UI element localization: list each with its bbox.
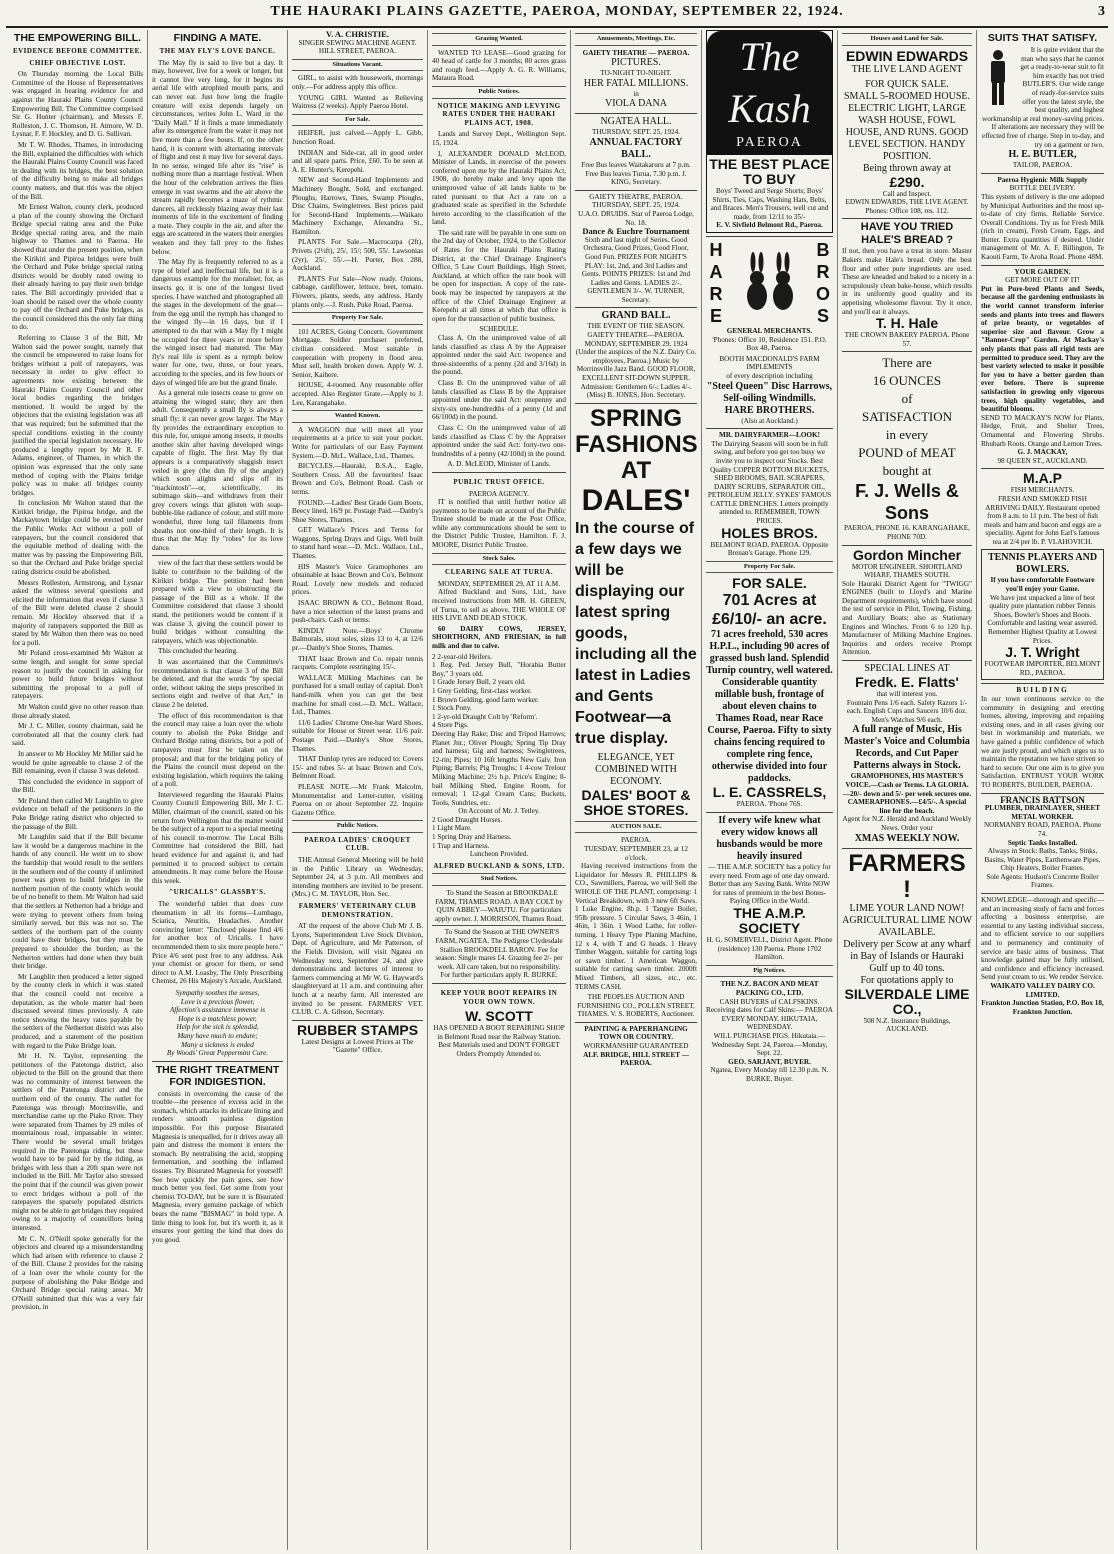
column-7: [838, 30, 977, 1550]
tennis-title: TENNIS PLAYERS AND BOWLERS.: [987, 552, 1098, 576]
gaiety-ad: [575, 49, 697, 111]
classified: NEW and Second-Hand Implements and Machinery Bought, Sold, and exchanged. Ploughs, Harrows, Tines, Swamp Ploughs, Disc Chains, Swingletrees. Best prices paid for Second-Hand Implements.—Waikato Machinery Exchange, Alexandra St., Hamilton.: [292, 176, 423, 236]
paragraph: In conclusion Mr Walton stated that the Kirikiri bridge, the Pipiroa bridge, and the Mackaytown bridge could be erected under the Public Works Act without a poll of ratepayers, but the council considered that the equitable method of dealing with the matter was by passing the Empowering Bill, so that the Orchard and Puke bridge special rating districts could be abolished.: [12, 499, 143, 577]
ad-title: PAINTING & PAPERHANGING TOWN OR COUNTRY.: [584, 1024, 688, 1042]
hare-letters: H A R E: [709, 239, 723, 326]
boot-heading: KEEP YOUR BOOT REPAIRS IN YOUR OWN TOWN.: [440, 988, 558, 1006]
ad-line: PLUMBER, DRAINLAYER, SHEET METAL WORKER.: [984, 804, 1101, 821]
at-label: AT: [620, 456, 652, 484]
ad-line: Put in Pure-bred Plants and Seeds, because all the gardening enthusiasts in the world cannot transform inferior seeds and plants into trees and flowers of prize beauty, or vegetables of superior size and flavour. Grow a "Banner-Crop" Garden. At Mackay's only plants that pass all rigid tests are permitted to produce seed. They are the best variety selected to make it possible for you to have a better garden than ever before. There is supreme satisfaction in growing only vigorous trees, high quality vegetables, and beautiful blooms.: [981, 284, 1104, 414]
ad-title: GAIETY THEATRE — PAEROA.: [582, 48, 690, 57]
wells-ad: [842, 351, 972, 541]
paragraph: Mr Poland then called Mr Laughlin to give evidence on behalf of the petitioners in the Puke Bridge rating district who objected to the passage of the Bill.: [12, 796, 143, 831]
section-label: Stock Sales.: [432, 553, 566, 566]
ad-heading: "URICALLS" GLASSBY'S.: [169, 888, 266, 897]
ad-line: Call and Inspect.: [882, 189, 932, 198]
ad-line: in every: [885, 427, 929, 443]
classified: HEIFER, just calved.—Apply L. Gibb, Junction Road.: [292, 129, 423, 146]
classified: WANTED TO LEASE—Good grazing for 40 head of cattle for 3 months; 80 acres grass and rough feed.—Apply A. G. R. Williams, Mataura Road.: [432, 48, 566, 83]
ad-line: ALF. BRIDGE, HILL STREET — PAEROA.: [583, 1050, 689, 1068]
ad-line: Latest Designs at Lowest Prices at The "Gazette" Office.: [301, 1037, 414, 1055]
battson-title: FRANCIS BATTSON: [1000, 794, 1085, 805]
classified: HOUSE, 4-roomed. Any reasonable offer accepted. Also Register Grate.—Apply to J. Lee, Karangahake.: [292, 381, 423, 407]
paragraph: The May fly is frequently referred to as a type of brief and ineffectual life, but it is a dangerous example for the moraliser, for, as insects go, it is one of the longest lived species. I have watched and photographed all the stages in the development of the gnat—from the egg until the nymph has changed to the winged fly—in 16 days, but if I attempted to do that with a May fly I might be occupied for three years or more before the winged insect had matured. The May fly's real life is spent as a nymph below water for one, two, three, or four years, according to the species, and its few hours or days of winged life are but the grand finale.: [152, 258, 283, 387]
ad-line: Delivery per Scow at any wharf in Bay of Islands or Hauraki Gulf up to 40 tons.: [843, 938, 971, 974]
verse: [152, 989, 283, 1058]
classified: A WAGGON that will meet all your requirements at a price to suit your pocket. Write for particulars of our Easy Payment System.—D. McL. Wallace, Ltd., Thames.: [292, 425, 423, 460]
classified: THAT Isaac Brown and Co. repair tennis racquets. Complete restringing 15/-.: [292, 654, 423, 672]
hare-bros-logo: [706, 236, 833, 327]
stock-item: 1 Trap and Harness.: [432, 841, 490, 850]
bros-letters: B R O S: [815, 239, 830, 326]
scott-name: W. SCOTT: [465, 1008, 533, 1025]
ad-title: THE N.Z. BACON AND MEAT PACKING CO., LTD.: [720, 980, 819, 997]
ad-line: ELEGANCE, YET COMBINED WITH ECONOMY.: [595, 751, 677, 787]
notice: AT the request of the above Club Mr J. B. Lyons, Superintendent Live Stock Division, Dept. of Agriculture, and Mr Patterson, of the Fields Division, will visit Ngatea on Wednesday next, September 24, and give demonstrations and lectures of interest to farmers commencing at Mr W. G. Hayward's slaughteryard at 11 a.m. and continuing after lunch at a nearby farm. All interested are invited to be present. FARMERS' VET. CLUB. C. A. Gibson, Secretary.: [292, 922, 423, 1017]
verse-line: Help for the sick is splendid,: [176, 1023, 259, 1032]
ad-line: HER FATAL MILLIONS.: [583, 77, 689, 89]
ad-line: of: [901, 391, 913, 407]
stock-item: 1 Stock Pony.: [432, 704, 472, 713]
notice-heading: PUBLIC TRUST OFFICE.: [453, 477, 545, 486]
section-label: Property For Sale.: [292, 312, 423, 325]
verse-line: Affection's assistance immense is: [169, 1006, 266, 1015]
notice: Class B. On the unimproved value of all lands classified as Class B by the Appraiser appointed under the said Act: onepenny and sixty-six one-hundredths of a penny (1d and 66/100d) in the pound.: [432, 378, 566, 422]
section-label: Grazing Wanted.: [432, 33, 566, 46]
ad-title: WAIKATO VALLEY DAIRY CO. LIMITED.: [990, 982, 1095, 999]
divider: [152, 555, 283, 556]
ad-line: Sole Hauraki District Agent for "TWIGG" ENGINES (built to Lloyd's and Marine Department requirements), which have stood the test of service in Pilot, Towing, Fishing, and Auxiliary Boats; also as Stationary Engines and Winches. From 6 to 120 h.p. Manufacturer of Milking Machine Engines. Inquiries and orders receive Prompt Attention.: [842, 579, 972, 657]
hale-title: T. H. Hale: [875, 315, 939, 332]
stock-item: Luncheon Provided.: [469, 850, 529, 859]
auctioneer: ALFRED BUCKLAND & SONS, LTD.: [433, 861, 565, 870]
auction-text: Having received instructions from the Liquidator for Messrs R. PHILLIPS & CO., Sawmillers, Paeroa, we will Sell the WHOLE OF THE PLANT, comprising: 1 Vertical Breakdown, with 3 new 6ft Saws. 1 Luke Engine, 8h.p. 1 Tangye Boiler, 95lb pressure. 5 Circular Saws, 3 46in, 1 46in, 1 36in. 1 Wood Lathe, for roller-turning. 1 Heavy Type Planing Machine, 12 x 4, with T and G heads. 1 Heavy Timber Waggon, suitable for carting logs or sawn timber. 1 American Waggon, suitable for carting sawn timber. 2000ft Mixed Timbers, all sizes, etc., etc. TERMS CASH.: [575, 862, 697, 991]
ad-line: KNOWLEDGE—thorough and specific—and an increasing study of facts and forces affecting a business enterprise, are essential to any lasting individual success, and to efficient service to our suppliers and to permanency and continuity of service are basic aims of business. That knowledge gained may be fully utilised, and confidence and efficiency increased. Send your cream to us. We render Service.: [981, 896, 1104, 982]
ad-line: THURSDAY, SEPT. 25, 1924.: [592, 128, 680, 137]
ad-line: Always in Stock: Baths, Tanks, Sinks, Basins, Water Pipes, Earthenware Pipes, Chip Heaters, Boiler Frames.: [984, 847, 1101, 873]
column-4: [428, 30, 571, 1550]
christie-ad: [292, 30, 423, 56]
paragraph: consists in overcoming the cause of the trouble—the presence of excess acid in the stomach, which attacks its delicate lining and renders smooth painless digestion impossible. For this purpose Bisurated Magnesia is unequalled, for it drives away all pain and distress the moment it enters the stomach. By neutralising the acid, stopping fermentation, and soothing the inflamed tissues. Try Bisurated Magnesia for yourself! See how quickly the pain goes, see how much better you feel. Get some from your chemist TO-DAY, but be sure it is Bisurated Magnesia, every genuine package of which bears the name "BISMAG" in bold type. A little thing to look for, but it's worth it, as it ensures your getting the kind that does do you good.: [152, 1089, 283, 1244]
ad-line: Fountain Pens 1/6 each. Safety Razors 1/- each. English Cups and Saucers 10/6 doz. Men's Watches 9/6 each.: [846, 698, 968, 724]
ad-line: FISH MERCHANTS.: [1010, 486, 1075, 495]
classified: BICYCLES.—Hauraki, B.S.A., Eagle, Southern Cross. All the favourites! Isaac Brown and Co's, Belmont Road. Cash or terms.: [292, 462, 423, 496]
ad-line: Septic Tanks Installed.: [1007, 838, 1078, 847]
ad-line: GRAMOPHONES, HIS MASTER'S VOICE.—Cash or Terms. LA GLORIA.—20/- down and 5/- per week secures one. CAMERAPHONES.—£4/5/-. A special line for the beach.: [842, 772, 972, 815]
page-number: 3: [1098, 4, 1106, 19]
ad-title: Dance & Euchre Tournament: [582, 226, 690, 237]
flatts-title: Fredk. E. Flatts': [855, 674, 959, 691]
notice: Class C. On the unimproved value of all lands classified as Class C by the Appraiser appointed under the said Act: forty-two one-hundredths of a penny (42/100d) in the pound.: [432, 423, 566, 458]
dales-ad: [575, 403, 697, 818]
paragraph: Mr T. W. Rhodes, Thames, in introducing the Bill, explained the difficulties with which the Hauraki Plains County Council was faced in dealing with its bridges, the best solution of the difficulty being to make all bridges county matters, and that this was the object of the Bill.: [12, 140, 143, 201]
ad-line: Frankton Junction Station, P.O. Box 18, Frankton Junction.: [981, 999, 1104, 1016]
classified: GIRL, to assist with housework, mornings only.—For address apply this office.: [292, 74, 423, 91]
column-6: [702, 30, 838, 1550]
ad-line: XMAS WEEKLY NOW.: [854, 832, 960, 844]
stock-item: 1 Brown Gelding, good farm worker.: [432, 695, 539, 704]
wright-title: J. T. Wright: [1005, 644, 1080, 661]
paragraph: Mr Ernest Walton, county clerk, produced a plan of the county showing the Orchard Bridge special rating area and the Puke Bridge special rating area, and the main highway to Thames and to Paeroa. He showed that under the present position, when the Kirikiri and Pipiroa bridges were built the Orchard and Puke bridge special rating districts would be doubly rated owing to their already having to pay their own bridge rates. The Bill accordingly provided that a loan should be raised over the whole county to pay off the Orchard and Puke bridges, as the council considered this the only fair thing to do.: [12, 203, 143, 332]
stud-notice: To Stand the Season at BROOKDALE FARM, THAMES ROAD. A BAY COLT by QUIN ABBEY—WAIUTU. For particulars apply owner. J. MORRISON, Thames Road.: [434, 889, 564, 923]
paragraph: Mr Laughlin said that if the Bill became law it would be a dangerous machine in the hands of any council. He went on to show the hardship that would result to the settlers in the southern end of the county if unlimited power was given to build bridges in the northern portion of the county which would be of no benefit to them. Mr Walton had said that the settlers at Netherton had a bridge and were trying to prevent others from being similarly served, but this was not so. The settlers of the northern part of the county could have their bridges, but they must be prepared to shoulder the burden, as the Netherton settlers had done when they built their bridge.: [12, 833, 143, 971]
section-label: Public Notices.: [292, 820, 423, 833]
ad-line: WORKMANSHIP GUARANTEED: [583, 1042, 689, 1051]
ad-line: BOOTH MACDONALD'S FARM IMPLEMENTS: [719, 354, 820, 372]
ad-line: SEND TO MACKAY'S NOW for Plants, Hedge, Fruit, and Shelter Trees, Ornamental and Flowering Shrubs. Rhubarb Roots. Orange and Lemon Trees.: [981, 413, 1104, 448]
amp-headline: If every wife knew what every widow knows all husbands would be more heavily insured: [716, 815, 823, 863]
ad-title: GENERAL MERCHANTS.: [726, 326, 813, 335]
column-8: [977, 30, 1108, 1550]
ad-line: FOR QUICK SALE.: [865, 78, 949, 90]
ad-line: SMALL 5-ROOMED HOUSE. ELECTRIC LIGHT, LARGE WASH HOUSE, FOWL HOUSE, AND RUNS. GOOD LEVEL SECTION. HANDY POSITION.: [843, 90, 971, 162]
verse-line: Love is a precious flower,: [180, 997, 255, 1006]
cassrels-name: L. E. CASSRELS,: [712, 784, 827, 801]
ad-line: HILL STREET, PAEROA.: [318, 47, 397, 56]
ad-line: AGRICULTURAL LIME NOW AVAILABLE.: [842, 914, 972, 938]
ad-line: (Also at Auckland.): [741, 416, 798, 425]
ad-line: H. G. SOMERVELL, District Agent. Phone (residence) 130 Paeroa. Phone 1702 Hamilton.: [706, 936, 833, 962]
ad-line: Agent for N.Z. Herald and Auckland Weekly News. Order your: [842, 815, 972, 832]
notice-subhead: PAEROA AGENCY.: [469, 489, 529, 498]
notice: Class A. On the unimproved value of all lands classified as class A by the Appraiser appointed under the said Act: twopence and three-sixteenths of a penny (2d and 3/16d) in the pound.: [432, 334, 566, 377]
column-5: [571, 30, 702, 1550]
classified: YOUNG GIRL Wanted as Relieving Waitress (2 weeks). Apply Paeroa Hotel.: [292, 93, 423, 111]
columns: [8, 30, 1108, 1550]
ad-line: CASH BUYERS of CALFSKINS. Receiving dates for Calf Skins:— PAEROA EVERY MONDAY. HIKUTAIA, WEDNESDAY.: [706, 997, 833, 1032]
stock-item: 1 2-yr-old Draught Colt by 'Reform'.: [432, 712, 538, 721]
ad-title: YOUR GARDEN.: [1014, 267, 1071, 276]
ad-line: that will interest you.: [876, 690, 938, 699]
ad-line: POUND of MEAT: [858, 445, 956, 461]
ad-line: SPECIAL LINES AT: [864, 663, 950, 675]
butler-title: H. E. BUTLER,: [1008, 149, 1077, 161]
verse-line: Hope is a matchless power,: [178, 1014, 257, 1023]
farmers-title: FARMERS !: [848, 849, 966, 903]
paragraph: view of the fact that these settlers would be liable to contribute to the building of the Kirikiri bridge. The petition had been prepared with a view to obstructing the passage of the Bill as a whole. If the Committee considered that clause 3 should stand, the petitioners would be content if it was clause 3, giving the council power to build bridges without consulting the ratepayers, which was objectionable.: [152, 559, 283, 645]
paragraph: Mr Walton could give no other reason than those already stated.: [12, 702, 143, 720]
section-label: Stud Notices.: [432, 873, 566, 886]
map-title: M.A.P: [1023, 470, 1062, 487]
ad-line: TO-NIGHT TO-NIGHT.: [600, 69, 672, 78]
article-subheading: EVIDENCE BEFORE COMMITTEE.: [12, 47, 143, 55]
ad-line: bought at: [882, 463, 932, 479]
ad-title: NGATEA HALL.: [600, 116, 672, 128]
ad-line: The Dairying Season will soon be in full swing, and before you get too busy we invite you to inspect our Stocks. Best Quality COPPER BOTTOM BUCKETS, SHED BROOMS, BAIL SCRAPERS, DAIRY SCRUBS, SEPARATOR OIL, PETROLEUM JELLY. SYKES' FAMOUS CATTLE DRENCHES. Letters promptly attended to. REMEMBER, TOWN PRICES.: [707, 439, 832, 526]
ad-title: GRAND BALL.: [601, 310, 671, 322]
dales-title: DALES': [581, 483, 691, 517]
kash-wordmark: The Kash: [728, 34, 811, 131]
ad-line: FOOTWEAR IMPORTER, BELMONT RD., PAEROA.: [984, 660, 1101, 677]
ad-title: HARE BROTHERS.: [724, 404, 815, 416]
stock-item: 1 Reg. Ped. Jersey Bull, "Horahia Butter Boy," 3 years old.: [432, 661, 566, 678]
ad-line: It is quite evident that the man who says that he cannot get a ready-to-wear suit to fit him exactly has not tried BUTLER'S. Our wide range of ready-for-service suits offer you the latest style, the best quality, and highest workmanship at real money-saving prices. If alterations are necessary they will be effected free of charge. Step in to-day, and try on a garment or two.: [982, 46, 1104, 149]
paragraph: Referring to Clause 3 of the Bill, Mr Walton said the power sought, namely that the council be empowered to raise loans for bridges without a poll of ratepayers, was necessary in order to give effect to agreements now existing between the Hauraki Plains County Council and other local bodies regarding the bridges mentioned. It would be urged by the objectors that the existing legislation was all that was required; but he submitted that the special conditions existing in the county justified the special legislation necessary. He produced a lengthy report by Mr R. F. Adams, engineer, of Thames, in which the opinion was expressed that the only sane method of coping with the Plains bridge policy was to make all bridges county bridges.: [12, 334, 143, 497]
suits-title: SUITS THAT SATISFY.: [987, 32, 1098, 44]
holes-bros: HOLES BROS.: [721, 524, 818, 541]
ad-title: Paeroa Hygienic Milk Supply: [997, 175, 1088, 184]
verse-line: By Woods' Great Peppermint Cure.: [166, 1049, 269, 1058]
masthead-rule: [6, 26, 1108, 28]
paragraph: As a general rule insects cease to grow on attaining the winged state; they are then adult. Consequently a small fly is always a small fly; it can never grow larger. The May fly provides the extraordinary exception to this rule, for, unique among insects, it moults another skin after having developed wings capable of flight. The first May fly that appears is a comparatively sluggish insect veiled in grey (the dun fly of the angler) which soon alights and slips off its "mackintosh"—or, scientifically, its subimago skin—and withdraws from their grey covers wings that glisten with soap-bubble-like radiance of colour, and still more wonderful, three long tail filaments from sheaths not one-third of their length. It is thus that the May fly "robes" for its love dance.: [152, 389, 283, 552]
section-label: Pig Notices.: [706, 965, 833, 978]
hale-question: HAVE YOU TRIED HALE'S BREAD ?: [860, 221, 954, 247]
classified: 101 ACRES, Going Concern. Government Mortgage. Soldier purchaser preferred, civilian considered. Most suitable in cooperation with property in flood area. Must sell, health broken down. Apply W. J. Senior, Kaihere.: [292, 327, 423, 379]
stock-item: 1 Grey Gelding, first-class worker.: [432, 686, 532, 695]
ad-line: We have just unpacked a line of best quality pure plantation rubber Tennis Shoes, Bowler's Shoes and Boots. Comfortable and lasting wear assured. Remember Highest Quality at Lowest Prices.: [987, 593, 1098, 645]
auction-date: TUESDAY, SEPTEMBER 23, at 12 o'clock.: [584, 845, 688, 862]
ad-line: THE EVENT OF THE SEASON. GAIETY THEATRE—PAEROA. MONDAY, SEPTEMBER 29, 1924 (Under the auspices of the N.Z. Dairy Co. employees, Paeroa.) Music by Morrinsville Jazz Band. GOOD FLOOR, EXCELLENT SIT-DOWN SUPPER. Admission: Gentlemen 6/-; Ladies 4/-. (Miss) B. JONES, Hon. Secretary.: [575, 322, 697, 400]
ad-line: LIME YOUR LAND NOW!: [849, 902, 965, 914]
paragraph: Mr Laughlin then produced a letter signed by the county clerk in which it was stated that the council could not receive a deputation, as the whole matter had been discussed several times previously. A rate notice showing the heavy rates payable by the settlers of the Netherton district was also produced, and a statement of the position with regard to the Puke Bridge loan.: [12, 972, 143, 1050]
ad-line: G. J. MACKAY,: [1017, 448, 1068, 457]
paragraph: This concluded the hearing.: [158, 647, 238, 656]
auctioneer: THE PEOPLES AUCTION AND FURNISHING CO., POLLEN STREET, THAMES. V. S. ROBERTS, Auctioneer.: [577, 993, 695, 1019]
ad-line: BOTTLE DELIVERY.: [1009, 184, 1076, 193]
ad-line: — THE A.M.P. SOCIETY has a policy for every need. From age of one day onward. Better than any Saving Bank. Write NOW for rates of premium in the best Bonus-Paying Office in the World.: [708, 863, 831, 906]
paragraph: Mr J. C. Miller, county chairman, said he corroborated all that the county clerk had said.: [12, 722, 143, 748]
section-label: Situations Vacant.: [292, 59, 423, 72]
classified: HIS Master's Voice Gramophones are obtainable at Isaac Brown and Co's, Belmont Road. Lovely new models and reduced prices.: [292, 562, 423, 597]
classified: PLEASE NOTE.—Mr Frank Malcolm, Monumentalist and Letter-cutter, visiting Paeroa on or about September 22. Inquire Gazette Office.: [292, 782, 423, 817]
notice-subhead: SCHEDULE.: [479, 325, 519, 334]
classified: WALLACE Milking Machines can be purchased for a small outlay of capital. Don't hand-milk when you can get the best machine for small cost.—D. McL. Wallace, Ltd., Thames.: [292, 673, 423, 717]
stock-item: Deering Hay Rake; Disc and Tripod Harrows; Planet Jnr.; Oliver Plough; Spring Tip Dray and harness; Gig and harness; Swingletrees, 12-rin; Pipes; 10 16ft lengths New Galv. Iron Piping; Barrels; Pig Troughs; 1 4-cow Trelour Milking Machine; 2½ h.p. Price's Engine; 8-bail Milking Shed, Engine Room, for removal; 1 12-gal Cream Cans; Buckets, Tools, Sundries, etc.: [432, 729, 566, 807]
ad-title: DALES' BOOT & SHOE STORES.: [581, 786, 691, 818]
classified: FOUND.—Ladies' Best Grade Gum Boots, Beecy lined, 16/9 pr. Postage Paid.—Danby's Shoe Stores, Thames.: [292, 498, 423, 524]
verse-line: Sympathy soothes the senses,: [175, 988, 260, 997]
kash-town: PAEROA: [736, 135, 803, 150]
ad-line: This system of delivery is the one adopted by Municipal Authorities and the most up-to-date of city firms. Reliable Service. Overall Conditions. Try us for Fresh Milk (rich in cream), Fresh Cream, Eggs, and Butter. Extra quantities if desired. Under management of Mr. A. F. Billington, Te Kaouti Farm, Te Aroha Road. Phone 48M.: [981, 192, 1104, 262]
ad-line: SINGER SEWING MACHINE AGENT.: [298, 38, 417, 47]
ad-line: GAIETY THEATRE, PAEROA. THURSDAY, SEPT. 25, 1924.: [589, 192, 683, 210]
paragraph: Messrs Rolleston, Armstrong, and Lysnar asked the witness several questions and elicited the information that even if clause 3 of the Bill were deleted clause 2 should remain. Mr Hockley observed that if a majority of ratepayers supported the Bill as stated by Mr Walton then there was no need for a poll.: [12, 578, 143, 647]
ad-title: BUILDING: [1016, 686, 1069, 695]
ad-line: If not, then you have a treat in store. Master Bakers make Hale's bread. Only the best flour and other pure ingredients are used. These are kneaded and baked to a nicety in a scrupulously clean bake-house, which results in its uniformly good quality and its appetising wholesome flavour. Try it once, and you'll eat it always.: [842, 247, 972, 316]
section-label: Public Notices.: [432, 86, 566, 99]
stock-item: On Account of Mr. J. Tetley.: [458, 807, 540, 816]
stock-item: 1 Spring Dray and Harness.: [432, 833, 512, 842]
ad-line: There are: [882, 355, 932, 371]
classified: INDIAN and Side-car, all in good order and all spare parts. Price, £60. To be seen at A. E. Hunter's, Kerepehi.: [292, 148, 423, 174]
wells-title: F. J. Wells & Sons: [855, 481, 959, 524]
ad-line: Free Bus leaves Waitakaruru at 7 p.m. Free Bus leaves Turua, 7.30 p.m. J. KING, Secretary.: [581, 160, 691, 187]
stock-item: 2 2-year-old Heifers.: [432, 652, 492, 661]
notice-signature: A. D. McLEOD, Minister of Lands.: [447, 460, 551, 469]
article-subheading: CHIEF OBJECTIVE LOST.: [29, 58, 126, 67]
price: £290.: [889, 173, 925, 190]
ad-line: PICTURES.: [611, 57, 661, 69]
article-heading: FINDING A MATE.: [173, 32, 262, 44]
ad-line: If you have comfortable Footware you'll enjoy your Game.: [990, 576, 1095, 594]
ad-line: Sixth and last night of Series. Good Orchestra, Good Prizes, Good Floor, Good Fun. PRIZES FOR NIGHT'S PLAY: 1st, 2nd, and 3rd Ladies and Gents. POINTS PRIZES: 1st and 2nd Ladies and Gents. LADIES 2/-. GENTLEMEN 3/-. W. TURNER, Secretary.: [581, 235, 691, 304]
man-figure-icon: [981, 48, 1015, 108]
stock-item: 4 Store Pigs.: [432, 721, 469, 730]
notice: 60 DAIRY COWS, JERSEY, SHORTHORN, AND FRIESIAN, in full milk and due to calve.: [432, 624, 566, 650]
paragraph: Mr Poland cross-examined Mr Walton at some length, and sought for some special reason to justify the council in asking for power to build future bridges without submitting the proposal to a poll of ratepayers.: [12, 649, 143, 701]
dales-body: In the course of a few days we will be displaying our latest spring goods, including all the latest in Ladies and Gents Footwear—a true display.: [575, 519, 697, 747]
column-3: [288, 30, 428, 1550]
ad-line: PAEROA. 'Phone 76S.: [736, 800, 803, 809]
kash-logo: [707, 31, 832, 155]
section-label: AUCTION SALE.: [575, 821, 697, 834]
column-1: [8, 30, 148, 1550]
stock-item: 2 Good Draught Horses.: [432, 815, 503, 824]
stock-item: 1 Grade Jersey Bull, 2 years old.: [432, 678, 526, 687]
ad-title: THE BEST PLACE TO BUY: [709, 156, 830, 187]
classified: ISAAC BROWN & CO., Belmont Road, have a nice selection of the latest prams and push-chairs. Cash or terms.: [292, 599, 423, 625]
stud-notice: To Stand the Season at THE OWNER'S FARM, NGATEA. The Pedigree Clydesdale Stallion BROOKDELL BARON. Fee for season: Single mares £4. Grazing fee 2/- per week. All care taken, but no responsibility. For further particulars apply R. BURKE.: [432, 925, 566, 980]
paragraph: Mr C. N. O'Neill spoke generally for the objectors and cleared up a misunderstanding which had arisen with reference to clause 2 of the Bill. Clause 2 provides for the raising of a loan over the whole county for the purpose of abolishing the Puke Bridge and Orchard Bridge special rating areas. Mr O'Neill submitted that this was a very fair provision, in: [12, 1234, 143, 1312]
ad-line: Being thrown away at: [862, 162, 952, 174]
ad-heading: THE RIGHT TREATMENT FOR INDIGESTION.: [152, 1061, 283, 1088]
ad-line: GET MORE OUT OF IT!: [1005, 276, 1080, 285]
paragraph: Interviewed regarding the Hauraki Plains County Council Empowering Bill, Mr J. C. Miller, chairman of the council, stated on his return from Wellington that the matter would be the subject of a report to a special meeting of his council to-morrow. The Local Bills Committee had considered the Bill, had heard evidence for and against it, and had permitted it to proceed subject to certain amendments. It may come before the House this week.: [152, 790, 283, 885]
ad-line: "Steel Queen" Disc Harrows, Self-oiling Windmills.: [706, 380, 833, 404]
paragraph: In answer to Mr Hockley Mr Miller said he would be quite agreeable to clause 2 of the Bill remaining, even if clause 3 was deleted.: [12, 749, 143, 776]
classified: KINDLY Note.—Boys' Chrome Balmorals, stout soles, sizes 13 to 4, at 12/6 pr.—Danby's Shoe Stores, Thames.: [292, 626, 423, 652]
ad-line: 98 QUEEN ST., AUCKLAND.: [997, 456, 1088, 465]
stock-list: [432, 653, 566, 859]
silverdale-title: SILVERDALE LIME CO.,: [844, 985, 970, 1017]
notice: Lands and Survey Dept., Wellington Sept. 15, 1924.: [432, 130, 566, 147]
paragraph: The May fly is said to live but a day. It may, however, live for a week or longer, but it cannot live very long, for it begins its aerial life with atrophied mouth parts, and can never eat. Just how long the fragile creature will exist depends largely on circumstances, writes John L. Ward in the "Daily Mail." If it finds a mate immediately after its emergence from the water it may not live more than a few hours. If, on the other hand, it is content with alternating intervals of flight and rest it may live for several days. In no sense, winged life after its "rise" is nothing more than a marriage festival. When the hour of the celebration arrives the flies emerge in vast swarms and the air above the stream rapidly becomes a maze of rythmic dancers, all recklessly blazing away their last moments of life in the excitement of finding a mate. They couple in the air, and after the eggs are scattered in the waters their energies weaken and they fall prey to the fishes below.: [152, 58, 283, 256]
sale-heading: CLEARING SALE AT TURUA.: [445, 568, 553, 577]
section-label: Amusements, Meetings, Etc.: [575, 33, 697, 46]
ad-line: of every description including: [726, 371, 813, 380]
ad-line: U.A.O. DRUIDS. Star of Paeroa Lodge, No. 18.: [578, 209, 694, 227]
classified: PLANTS For Sale.—Macrocarpa (2ft), Privets (2½ft), 25/, 15/; 500, 55/. Lawsonias (2yr), 25/, 55/.—H. Porter, Box 288, Auckland.: [292, 238, 423, 273]
ad-line: in: [633, 89, 639, 98]
article-subheading: THE MAY FLY'S LOVE DANCE.: [159, 47, 276, 55]
mincher-title: Gordon Mincher: [852, 546, 962, 563]
notice-heading: FARMERS' VETERINARY CLUB DEMONSTRATION.: [298, 902, 417, 919]
ad-line: E. V. Sivfield Belmont Rd., Paeroa.: [716, 221, 823, 230]
ad-line: Ngatea, Every Monday till 12.30 p.m. N. BURKE, Buyer.: [710, 1066, 829, 1083]
notice: IT is notified that until further notice all payments to be made on account of the Public Trustee should be made at the Post Office, while any communications should be sent to the District Public Trustee, Hamilton. F. J. MOORE, District Public Trustee.: [432, 498, 566, 550]
section-label: Houses and Land for Sale.: [842, 33, 972, 46]
for-sale-title: FOR SALE.: [732, 575, 807, 592]
notice-heading: NOTICE MAKING AND LEVYING RATES UNDER THE HAURAKI PLAINS ACT, 1908.: [437, 101, 561, 127]
ad-line: For quotations apply to: [860, 974, 954, 986]
ad-line: EDWIN EDWARDS, THE LIVE AGENT. Phones: Office 108, res. 112.: [845, 198, 969, 215]
ad-line: WILL PURCHASE PIGS. Hikutaia.—Wednesday Sept. 24, Paeroa.—Monday, Sept. 22.: [711, 1031, 828, 1058]
acres-title: 701 Acres at £6/10/- an acre.: [712, 592, 827, 629]
ad-line: PAEROA, PHONE 16. KARANGAHAKE, PHONE 70D.: [844, 524, 970, 541]
ad-line: TAILOR, PAEROA.: [1012, 161, 1073, 170]
rabbits-icon: [740, 248, 800, 318]
classified: THAT Dunlop tyres are reduced to: Covers 15/- and tubes 5/- at Isaac Brown and Co's, Belmont Road.: [292, 755, 423, 781]
notice: I, ALEXANDER DONALD McLEOD, Minister of Lands, in exercise of the powers conferred upon me by the Hauraki Plains Act, 1908, do hereby make and levy upon the unimproved value of all lands liable to be rated pursuant to that Act a rate on a graduated scale as specified in the Schedule hereto according to the classification of the land.: [432, 149, 566, 227]
notice: THE Annual General Meeting will be held in the Public Library on Wednesday, September 24, at 3 p.m. All members and intending members are invited to be present. (Mrs.) C. M. TAYLOR, Hon. Sec.: [292, 856, 423, 899]
ad-line: THE LIVE LAND AGENT: [851, 63, 963, 75]
ad-line: 'Phones: Office 10, Residence 151. P.O. Box 48, Paeroa.: [712, 335, 827, 353]
verse-line: Many have much to endure;: [177, 1031, 258, 1040]
kash-ad: [706, 30, 833, 233]
notice-heading: PAEROA LADIES' CROQUET CLUB.: [304, 835, 411, 853]
paragraph: The effect of this recommendation is that the council may raise a loan over the whole county to abolish the Puke Bridge and Orchard Bridge rating districts, but a poll of ratepayers must first be taken on the proposal; and that for the bridging policy of the Plains the council must depend on the existing legislation, which requires the taking of a poll.: [152, 711, 283, 789]
ad-line: BELMONT ROAD, PAEROA. Opposite Brenan's Garage. Phone 129.: [710, 540, 829, 558]
section-label: Wanted Known.: [292, 410, 423, 423]
spring-fashions: SPRING FASHIONS: [575, 404, 698, 458]
ad-line: SATISFACTION: [861, 409, 953, 425]
auction-place: PAEROA.: [621, 836, 651, 845]
ad-line: 508 N.Z. Insurance Buildings, AUCKLAND.: [863, 1016, 951, 1034]
ad-line: Sole Agents: Hudson's Concrete Boiler Frames.: [986, 872, 1099, 890]
stock-item: 1 Light Mare.: [432, 824, 472, 833]
ad-line: GEO. SARJANT, BUYER.: [728, 1057, 811, 1066]
rubber-stamps-ad: RUBBER STAMPS: [296, 1021, 419, 1038]
verse-line: Many a sickness is ended: [181, 1040, 254, 1049]
paragraph: This concluded the evidence in support of the Bill.: [12, 777, 143, 795]
paragraph: Mr H. N. Taylor, representing the petitioners of the Patetonga district, also objected to the Bill on the ground that there was no community of interest between the settlers of the Patetonga district and the northern end of the county. The outlet for Patetonga was through Morrinsville, and merchandise came up the Piako River. They were separated from Thames by 29 miles of mountainous road, impassable in winter. There would be several small bridges required in the Patetonga riding, but these would have to be paid for by the riding, as bridges with less than a 20ft span were not included in the Bill. Mr Taylor also stressed the point that if the council was given power to erect bridges without a poll of the ratepayers the sparsely populated districts might not be able to get bridges they required owing to a majority of councillors being interested.: [12, 1052, 143, 1232]
ad-title: ANNUAL FACTORY BALL.: [589, 136, 683, 160]
ad-line: VIOLA DANA: [605, 98, 667, 110]
paragraph: The wonderful tablet that does cure rheumatism in all its forms—Lumbago, Sciatica, Neuritis, Headaches. Another convincing letter: "Enclosed please find 4/6 for another box of Uricalls. I have recommended them to six more people here." Price 4/6 sent post free to any address. Ask your chemist or grocer for them, or send direct to A.M. Loasby, The Only Prescribing Chemist, 26 His Majesty's Arcade, Auckland.: [152, 900, 283, 986]
classified: 11/6 Ladies' Chrome One-bar Ward Shoes, suitable for House or Street wear. 11/6 pair. Postage Paid.—Danby's Shoe Stores, Thames.: [292, 718, 423, 753]
classified: GET Wallace's Prices and Terms for Waggons, Spring Drays and Gigs. Well built to stand hard wear.—D. McL. Wallace, Ltd., Thames.: [292, 526, 423, 561]
notice: The said rate will be payable in one sum on the 2nd day of October, 1924, to the Collector of Rates for the Hauraki Plains Rating District, at the Chief Drainage Engineer's Office, 5 Law Court Buildings, High Street, Auckland, at which office the rate book will be open for inspection. A copy of the rate-book may be inspected by ratepayers at the office of the Chief Drainage Engineer at Kerepehi at all times at which that office is open for the transaction of public business.: [432, 228, 566, 323]
ad-title: V. A. CHRISTIE.: [326, 30, 389, 39]
ad-line: MOTOR ENGINEER. SHORTLAND WHARF, THAMES SOUTH.: [851, 562, 963, 580]
ad-line: THE CROWN BAKERY PAEROA. Phone 57.: [844, 331, 970, 348]
article-heading: THE EMPOWERING BILL.: [13, 32, 142, 44]
classified: PLANTS For Sale—Now ready. Onions, cabbage, cauliflower, lettuce, beet, tomato. Flowers, plants, seeds, any address. Hardy plants only.—J. Rush, Puke Road, Paeroa.: [292, 274, 423, 309]
column-2: [148, 30, 288, 1550]
section-label: Property For Sale.: [706, 561, 833, 574]
sale-date: MONDAY, SEPTEMBER 29, AT 11 A.M.: [437, 579, 560, 588]
ad-line: Boys' Tweed and Serge Shorts; Boys' Shirts, Ties, Caps, Washing Hats, Belts, and Braces. Men's Trousers, well cut and made, from 12/11 to 35/-: [710, 187, 829, 221]
ad-line: In our town continuous service to the community in designing and erecting homes, altering, improving and repairing existing ones, and in all cases giving our best in workmanship and materials, we have gained a public confidence of which we are justly proud, and which urges us to maintain the reputation we have striven so hard to secure. Our one aim is to give you Satisfaction. ENTRUST YOUR WORK TO ROBERTS, BUILDER, PAEROA.: [981, 695, 1104, 789]
edwards-title: EDWIN EDWARDS: [845, 47, 969, 64]
ad-line: NORMANBY ROAD, PAEROA. Phone 74.: [983, 821, 1102, 838]
ad-line: FRESH AND SMOKED FISH ARRIVING DAILY. Restaurant opened from 8 a.m. to 11 p.m. The best of fish meals and ham and bacon and eggs are a speciality. Agent for John Earl's famous tea at 2/4 per lb. P. VLAHOVICH.: [984, 494, 1101, 546]
ad-line: 16 OUNCES: [872, 373, 942, 389]
acres-body: 71 acres freehold, 530 acres H.P.L., including 90 acres of grassed bush land. Splendid Turnip country, well watered. Considerable quantity millable bush, frontage of about eleven chains to Thames Road, near Race Course, Paeroa. Fifty to sixty chains fencing required to complete ring fence, otherwise divided into four paddocks.: [706, 629, 833, 785]
paragraph: It was ascertained that the Committee's recommendation is that clause 3 of the Bill be deleted, and that the words "by special order, without taking the steps prescribed in sections eight and twelve of that Act," in clause 2 be deleted.: [152, 657, 283, 709]
masthead-title: THE HAURAKI PLAINS GAZETTE, PAEROA, MONDAY, SEPTEMBER 22, 1924.: [270, 4, 844, 19]
masthead: [0, 4, 1114, 24]
ad-line: HAS OPENED A BOOT REPAIRING SHOP in Belmont Road near the Railway Station. Best Materials used and DON'T FORGET Orders Promptly Attended to.: [433, 1024, 565, 1058]
paragraph: On Thursday morning the Local Bills Committee of the House of Representatives was engaged in hearing evidence for and against the Hauraki Plains County Council Empowering Bill. The Committee comprised Sir G. Hunter (chairman), and Messrs F. Rolleston, J. C. Thomson, H. Atmore, W. D. Lysnar, F. F. Hockley, and D. G. Sullivan.: [12, 70, 143, 139]
section-label: For Sale.: [292, 114, 423, 127]
notice: Alfred Buckland and Sons, Ltd., have received instructions from MR. H. GREEN, of Turua, to sell as above, THE WHOLE OF HIS LIVE AND DEAD STOCK.: [432, 588, 566, 623]
ad-title: MR. DAIRYFARMER—LOOK!: [718, 431, 821, 440]
amp-title: THE A.M.P. SOCIETY: [733, 905, 806, 936]
ad-line: A full range of Music, His Master's Voice and Columbia Records, and Cut Paper Patterns always in Stock.: [844, 724, 970, 772]
